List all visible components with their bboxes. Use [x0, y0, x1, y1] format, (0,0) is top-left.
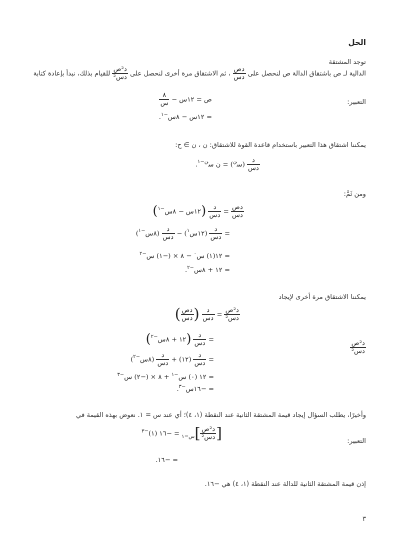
first-deriv-line-4: = ١٢ + ٨س$^{-٢}$. [184, 265, 230, 275]
second-deriv-line-4: = ١٢ (٠) س$^{-١}$ + ٨ × (−٢) س$^{-٣}$ [117, 372, 214, 382]
expr-label: التعبير: [347, 98, 366, 106]
power-rule-text: يمكننا اشتقاق هذا التعبير باستخدام قاعدة القوة للاشتقاق: ن ، ن ∋ ح: [175, 141, 366, 149]
then-text: ومن ثَمَّ: [343, 190, 366, 198]
second-text: يمكننا الاشتقاق مرة أخرى لإيجاد [278, 293, 366, 301]
page-number: ٣ [362, 515, 366, 523]
intro-text-2: ، ثم الاشتقاق مرة أخرى لنحصل على [130, 69, 231, 78]
intro-text-3: للقيام بذلك، نبدأ بإعادة كتابة [33, 69, 111, 78]
first-deriv-line-1: $\frac{\text{دص}}{\text{دس}}$ = $\frac{\text{د}}{\text{دس}}$ (١٢س − ٨س$^{-١}$) [152, 203, 243, 219]
expr-line-1: ص = ١٢س − $\frac{٨}{\text{س}}$ [160, 91, 212, 107]
second-deriv-line-1: $\frac{\text{د²ص}}{\text{دس²}}$ = $\frac{\text{د}}{\text{دس}}$ ( $\frac{\text{دص}}{\text{دس}}$ ) [174, 305, 239, 323]
final-eval-line-2: = −١٦. [155, 456, 178, 464]
final-eval-line-1: [ $\frac{\text{د²ص}}{\text{دس²}}$ ]$_{س=١}$ = −١٦ (١)$^{-٣}$ [141, 424, 222, 442]
power-rule-formula: $\frac{\text{د}}{\text{دس}}$ (س$^ن$) = ن س$^{ن-١}$. [195, 156, 259, 172]
finally-label: التعبير: [347, 437, 366, 445]
section-title: توجد المشتقة [328, 58, 366, 66]
dy-dx-fraction: $\frac{\text{دص}}{\text{دس}}$ [233, 65, 245, 81]
conclusion: إذن قيمة المشتقة الثانية للدالة عند النقطة (١، ٤) هي −١٦. [204, 480, 366, 488]
first-deriv-line-2: = $\frac{\text{د}}{\text{دس}}$ (١٢س$^١$) − $\frac{\text{د}}{\text{دس}}$ (٨س$^{-١}$) [135, 225, 230, 241]
heading: الحل [348, 38, 366, 47]
first-deriv-line-3: = ١٢(١) س$^٠$ − ٨ × (−١) س$^{-٢}$ [139, 251, 230, 261]
second-deriv-line-3: = $\frac{\text{د}}{\text{دس}}$ (١٢) + $\frac{\text{د}}{\text{دس}}$ (٨س$^{-٢}$) [130, 351, 214, 367]
finally-text: وأخيرًا، يطلب السؤال إيجاد قيمة المشتقة الثانية عند النقطة (١، ٤)؛ أي عند س = ١. نعوض بهذه القيمة في [75, 411, 366, 419]
d2y-dx2-fraction: $\frac{\text{د²ص}}{\text{دس²}}$ [113, 65, 127, 81]
expr-line-2: = ١٢س − ٨س$^{-١}$. [158, 112, 212, 122]
intro-text-1: الدالية لـ ص باشتقاق الدالة ص لنحصل على [247, 69, 366, 78]
second-deriv-line-5: = −١٦س$^{-٣}$. [176, 384, 214, 394]
intro-line [33, 66, 366, 81]
second-deriv-line-2: = $\frac{\text{د}}{\text{دس}}$ (١٢ + ٨س$^{-٢}$) [145, 331, 214, 347]
second-label: $\frac{\text{د²ص}}{\text{دس²}}$ [351, 339, 365, 355]
